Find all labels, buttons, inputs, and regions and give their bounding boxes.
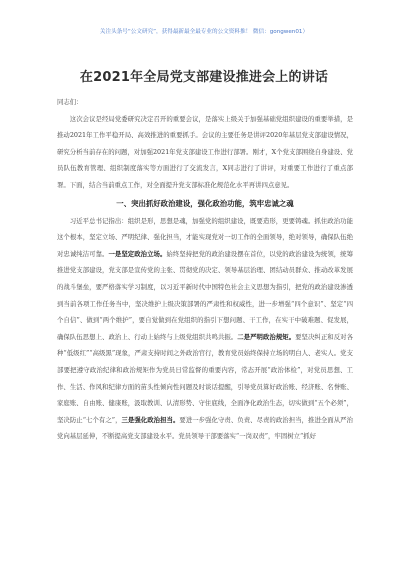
paragraph-text: 要坚决纠正和反对各种“低级红”“高级黑”现象，严肃支持时间之外政治官行，教育党员始终保持立场的明白人、老实人。党支部要把遵守政治纪律和政治规矩作为党员日常监督的重要内容，常态开展“政治体检”，对党员思想、工作、生活、作风和纪律方面的苗头性倾向性问题及时谈话提醒，引导党员算好政治账、经济账、名誉账、家庭账、自由账、健康账，汲取教训、认清形势、守住底线，全面净化政治生态，切实做到“五个必须”，坚决防止“七个有之”，	[57, 332, 354, 424]
document-title: 在2021年全局党支部建设推进会上的讲话	[79, 70, 329, 85]
paragraph-text: 要进一步强化守责、负责、尽责的政治担当，推进全面从严治党向基层延伸，不断提高党支部建设水平。党员领导干部要落实“一岗双责”，牢固树立“抓好	[57, 415, 353, 441]
paragraph-text: 始终坚持把党的政治建设摆在首位，以党的政治建设为统领，统筹推进党支部建设，党支部是宣传党的主张、贯彻党的决定、领导基层治理、团结动员群众、推动改革发展的战斗堡垒，要严格落实学习制度，以习近平新时代中国特色社会主义思想为指引，把党的政治建设渗透到当前各项工作任务当中，坚决维护上级决策部署的严肃性和权威性，进一步增强“四个意识”、坚定“四个自信”、做到“两个维护”，要自觉做到在党组织的指引下想问题、干工作，在实干中破难题、促发展，确保队伍思想上、政治上、行动上始终与上级党组织共鸣共振。	[57, 249, 354, 341]
promo-banner[interactable]: 关注头条号“公文研究”，获得最新最全最专业的公文资料推！ 微信：gongwen01）	[99, 29, 309, 35]
section-1-paragraph	[57, 213, 353, 445]
intro-paragraph: 这次会议是经局党委研究决定召开的重要会议，是落实上级关于加强基础党组织建设的重要举措，是推动2021年工作平稳开局、高效推进的重要抓手。会议的主要任务是讲评2020年基层党支部建设情况，研究分析当前存在的问题，对加强2021年党支部建设工作进行部署。刚才，X个党支部围绕自身建设、党员队伍教育管理、组织制度落实等方面进行了交流发言，X同志进行了讲评，对重要工作进行了重点部署。下面，结合当前重点工作，对全面提升党支部标准化规范化水平再讲四点意见。	[57, 114, 353, 189]
paragraph-text: 习近平总书记指出：组织是形，思想是魂，加强党的组织建设，既要造形，更要铸魂。抓住政治功能这个根本，坚定立场、严明纪律、强化担当，才能实现党对一切工作的全面领导，绝对领导，确保队伍绝对忠诚纯洁可靠。	[57, 216, 353, 258]
point-2-heading: 二是严明政治规矩。	[237, 332, 296, 341]
document-body	[57, 94, 353, 445]
section-heading-1: 一、突出抓好政治建设，强化政治功能，筑牢忠诚之魂	[116, 198, 294, 208]
point-1-heading: 一是坚定政治立场。	[108, 249, 167, 258]
point-3-heading: 三是强化政治担当。	[121, 415, 180, 424]
salutation: 同志们：	[57, 98, 83, 106]
